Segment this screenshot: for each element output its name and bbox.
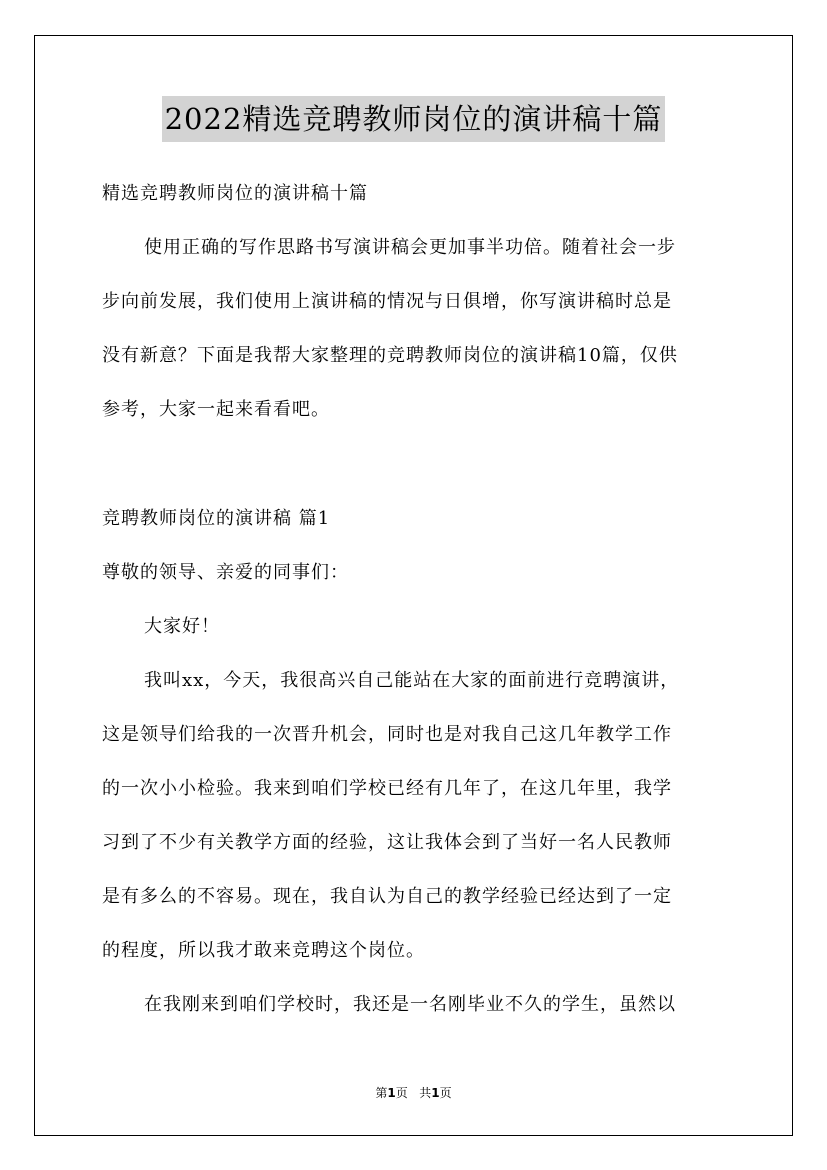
document-title xyxy=(0,96,827,142)
paragraph-line: 这是领导们给我的一次晋升机会，同时也是对我自己这几年教学工作 xyxy=(102,724,672,745)
intro-line: 没有新意？下面是我帮大家整理的竞聘教师岗位的演讲稿10篇，仅供 xyxy=(102,345,678,366)
intro-line: 使用正确的写作思路书写演讲稿会更加事半功倍。随着社会一步 xyxy=(144,237,676,258)
total-suffix: 页 xyxy=(439,1086,452,1100)
total-prefix: 共 xyxy=(419,1086,432,1100)
page-number: 1 xyxy=(387,1086,396,1100)
paragraph-line: 在我刚来到咱们学校时，我还是一名刚毕业不久的学生，虽然以 xyxy=(144,994,676,1015)
greeting: 大家好！ xyxy=(144,616,220,637)
document-title-text: 2022精选竞聘教师岗位的演讲稿十篇 xyxy=(162,96,666,142)
section-heading: 竞聘教师岗位的演讲稿 篇1 xyxy=(102,508,331,529)
paragraph-line: 是有多么的不容易。现在，我自认为自己的教学经验已经达到了一定 xyxy=(102,886,672,907)
page-suffix: 页 xyxy=(395,1086,408,1100)
page-prefix: 第 xyxy=(375,1086,388,1100)
total-pages: 1 xyxy=(431,1086,440,1100)
page-footer xyxy=(0,1084,827,1101)
subtitle: 精选竞聘教师岗位的演讲稿十篇 xyxy=(102,183,368,204)
paragraph-line: 的一次小小检验。我来到咱们学校已经有几年了，在这几年里，我学 xyxy=(102,778,672,799)
paragraph-line: 习到了不少有关教学方面的经验，这让我体会到了当好一名人民教师 xyxy=(102,832,672,853)
intro-line: 步向前发展，我们使用上演讲稿的情况与日俱增，你写演讲稿时总是 xyxy=(102,291,672,312)
intro-line: 参考，大家一起来看看吧。 xyxy=(102,399,330,420)
paragraph-line: 我叫xx，今天，我很高兴自己能站在大家的面前进行竞聘演讲， xyxy=(144,670,680,691)
paragraph-line: 的程度，所以我才敢来竞聘这个岗位。 xyxy=(102,940,425,961)
salutation: 尊敬的领导、亲爱的同事们： xyxy=(102,562,349,583)
